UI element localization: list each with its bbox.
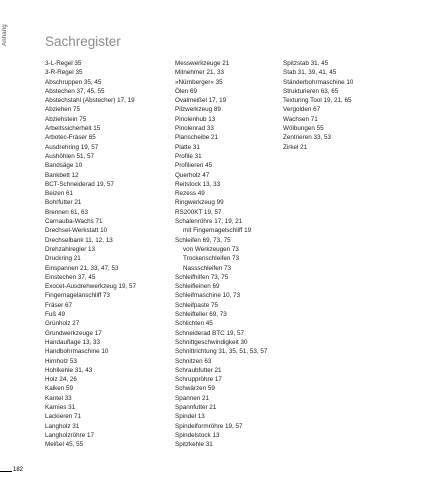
index-entry: Schlichten 45 — [175, 320, 213, 328]
index-entry: Abstechen 37, 45, 55 — [45, 87, 105, 95]
index-entry: Schruppröhre 17 — [175, 376, 222, 384]
index-entry: mit Fingernagelschliff 19 — [183, 227, 252, 235]
index-entry: Drechsel-Werkstatt 10 — [45, 227, 108, 235]
index-entry: Carnauba-Wachs 71 — [45, 218, 103, 226]
index-entry: Texturing Tool 19, 21, 65 — [283, 97, 352, 105]
index-column-2 — [175, 59, 267, 449]
index-entry: Platte 31 — [175, 143, 200, 151]
index-entry: Lackieren 71 — [45, 413, 82, 421]
index-entry: Ovalmeißel 17, 19 — [175, 97, 227, 105]
index-entry: Druckring 21 — [45, 255, 81, 263]
index-entry: Trockenschleifen 73 — [183, 255, 240, 263]
index-column-3 — [283, 59, 353, 152]
index-entry: Kalken 59 — [45, 385, 74, 393]
index-entry: Bohrfutter 21 — [45, 199, 82, 207]
index-entry: Bandsäge 10 — [45, 162, 83, 170]
index-entry: Einstechen 37, 45 — [45, 273, 96, 281]
index-entry: Hirnholz 53 — [45, 357, 77, 365]
index-entry: Schneiderad BTC 19, 57 — [175, 329, 244, 337]
index-entry: Schleifpaste 75 — [175, 301, 219, 309]
index-column-1 — [45, 59, 136, 449]
index-entry: Arbeitssicherheit 15 — [45, 125, 101, 133]
page-title: Sachregister — [45, 34, 121, 49]
index-entry: Zentrieren 33, 53 — [283, 134, 331, 142]
index-entry: Reitstock 13, 33 — [175, 180, 221, 188]
index-entry: Schalenröhre 17, 19, 21 — [175, 218, 243, 226]
index-entry: von Werkzeugen 73 — [183, 245, 239, 253]
index-entry: Fuß 49 — [45, 311, 65, 319]
index-entry: Aushöhlen 51, 57 — [45, 152, 95, 160]
index-entry: Spindel 13 — [175, 413, 205, 421]
index-entry: Bankbett 12 — [45, 171, 79, 179]
index-entry: Profilieren 45 — [175, 162, 213, 170]
index-entry: Wachsen 71 — [283, 115, 318, 123]
index-entry: Schnitzen 63 — [175, 357, 212, 365]
index-entry: Mitnehmer 21, 33 — [175, 69, 225, 77]
index-entry: Handbohrmaschine 10 — [45, 348, 109, 356]
index-entry: Spitzkehle 31 — [175, 441, 213, 449]
index-entry: Stab 31, 39, 41, 45 — [283, 69, 337, 77]
index-entry: Meißel 45, 55 — [45, 441, 84, 449]
index-entry: Pinolenhub 13 — [175, 115, 216, 123]
index-entry: Planscheibe 21 — [175, 134, 219, 142]
index-entry: Arbotec-Fräser 65 — [45, 134, 96, 142]
index-entry: Schleifhilfen 73, 75 — [175, 273, 229, 281]
index-entry: Fräser 67 — [45, 301, 72, 309]
index-entry: Fingernagelanschliff 73 — [45, 292, 110, 300]
index-entry: Langholz 31 — [45, 422, 80, 430]
index-entry: Handauflage 13, 33 — [45, 338, 100, 346]
index-entry: BCT-Schneiderad 19, 57 — [45, 180, 114, 188]
section-side-label: Anhang — [2, 24, 8, 46]
index-entry: Schwärzen 59 — [175, 385, 215, 393]
index-entry: Pinolenrad 33 — [175, 125, 214, 133]
index-entry: Grünholz 27 — [45, 320, 80, 328]
index-entry: Wölbungen 55 — [283, 125, 324, 133]
index-entry: Beizen 61 — [45, 190, 74, 198]
index-entry: Spindelstock 13 — [175, 431, 220, 439]
index-entry: Zirkel 21 — [283, 143, 308, 151]
index-entry: Kantel 33 — [45, 394, 72, 402]
index-entry: Abziehstein 75 — [45, 115, 87, 123]
index-entry: Brennen 61, 63 — [45, 208, 89, 216]
index-entry: Schraubfutter 21 — [175, 366, 222, 374]
index-entry: Schleifleinen 69 — [175, 283, 220, 291]
index-entry: RS200KT 19, 57 — [175, 208, 222, 216]
index-entry: Holz 24, 26 — [45, 376, 77, 384]
index-entry: Langholzröhre 17 — [45, 431, 95, 439]
index-entry: Strukturieren 63, 65 — [283, 87, 339, 95]
index-entry: Grundwerkzeuge 17 — [45, 329, 102, 337]
index-entry: Abschruppen 35, 45 — [45, 78, 102, 86]
index-entry: 3-L-Regel 35 — [45, 60, 82, 67]
index-entry: Profile 31 — [175, 152, 202, 160]
index-entry: Schnittgeschwindigkeit 30 — [175, 338, 248, 346]
index-entry: Pilzwerkzeug 89 — [175, 106, 221, 114]
index-entry: Abziehen 75 — [45, 106, 81, 114]
index-entry: Einspannen 21, 33, 47, 53 — [45, 264, 119, 272]
index-entry: 3-R-Regel 35 — [45, 69, 83, 77]
index-entry: Spannen 21 — [175, 394, 209, 402]
index-entry: Ständerbohrmaschine 10 — [283, 78, 354, 86]
index-entry: Ölen 69 — [175, 87, 198, 95]
index-entry: Messwerkzeuge 21 — [175, 60, 230, 67]
index-entry: Drechselbank 11, 12, 13 — [45, 236, 113, 244]
index-entry: Spannfutter 21 — [175, 403, 217, 411]
index-entry: Rezess 49 — [175, 190, 205, 198]
index-entry: Schnittrichtung 31, 35, 51, 53, 57 — [175, 348, 268, 356]
index-entry: Spindelformröhre 19, 57 — [175, 422, 243, 430]
index-entry: Ringwerkzeug 99 — [175, 199, 224, 207]
index-entry: Ausdrehring 19, 57 — [45, 143, 99, 151]
index-entry: Drehzahlregler 13 — [45, 245, 96, 253]
index-entry: Karnies 31 — [45, 403, 76, 411]
index-entry: Querholz 47 — [175, 171, 210, 179]
index-entry: Abstechstahl (Abstecher) 17, 19 — [45, 97, 135, 105]
index-entry: Spitzstab 31, 45 — [283, 60, 329, 67]
index-entry: »Nürnberger« 35 — [175, 78, 223, 86]
index-entry: Vergolden 67 — [283, 106, 321, 114]
page-number: 182 — [13, 467, 24, 473]
index-entry: Schleifen 69, 73, 75 — [175, 236, 231, 244]
index-entry: Schleifmaschine 10, 73 — [175, 292, 241, 300]
index-entry: Nassschleifen 73 — [183, 264, 231, 272]
footer-rule — [0, 471, 12, 472]
index-entry: Hohlkehle 31, 43 — [45, 366, 93, 374]
index-entry: Exocet-Ausdrehwerkzeug 19, 57 — [45, 283, 137, 291]
index-entry: Schleifteller 69, 73 — [175, 311, 227, 319]
